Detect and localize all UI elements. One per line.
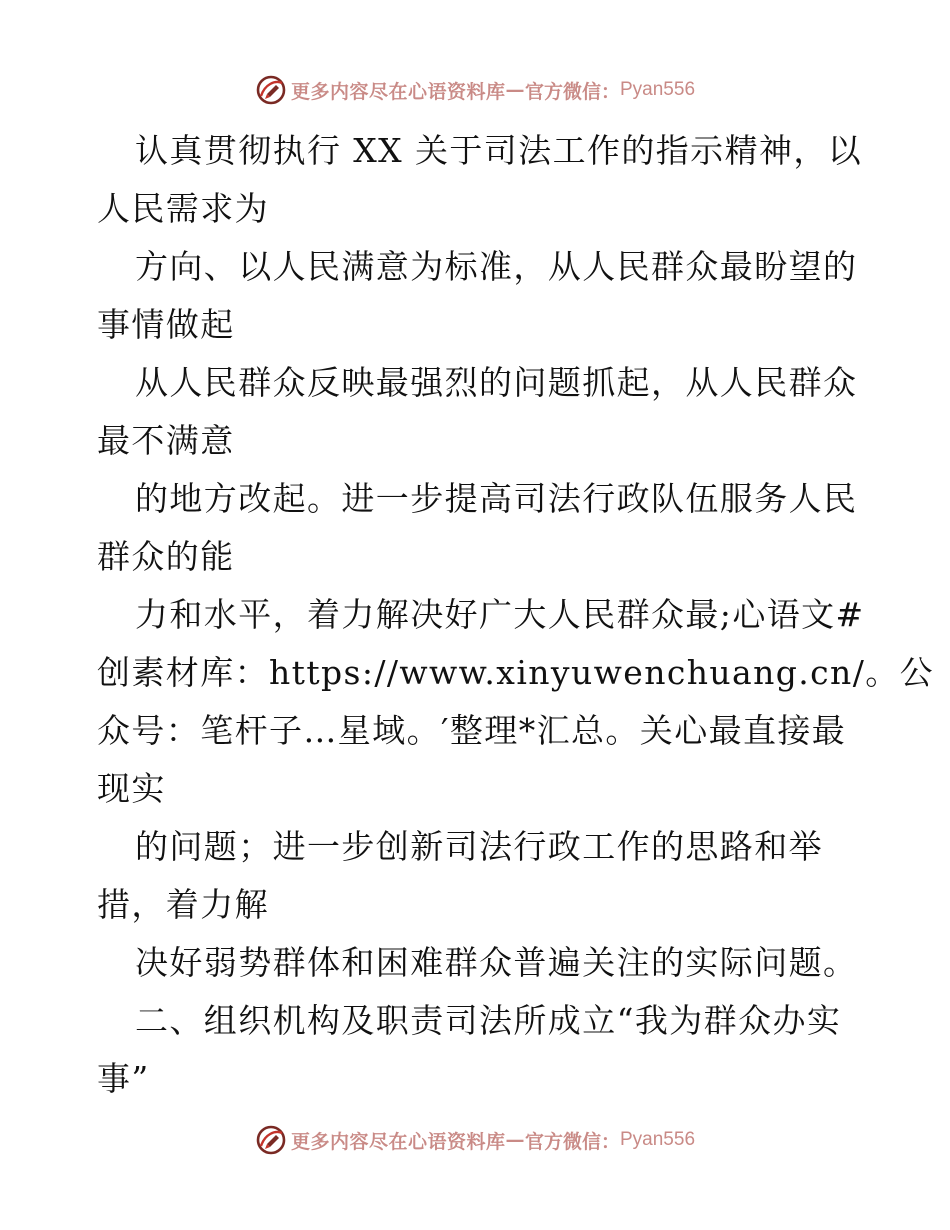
header-banner [0, 70, 950, 110]
text-line: 众号：笔杆子…星域。′整理*汇总。关心最直接最 [97, 711, 847, 750]
text-line: 的问题；进一步创新司法行政工作的思路和举 [135, 827, 823, 866]
text-line: 的地方改起。进一步提高司法行政队伍服务人民 [135, 479, 858, 518]
text-line: 措，着力解 [97, 885, 269, 924]
text-line: 创素材库：https://www.xinyuwenchuang.cn/。公 [97, 653, 935, 692]
banner-wechat-id: Pyan556 [620, 1129, 696, 1150]
footer-banner [0, 1120, 950, 1160]
text-line: 从人民群众反映最强烈的问题抓起，从人民群众 [135, 363, 858, 402]
banner-dash: — [505, 1129, 525, 1151]
banner-wechat-label: 官方微信： [524, 80, 620, 103]
banner-library-text: 更多内容尽在心语资料库 [290, 80, 506, 103]
document-body [97, 122, 935, 1108]
text-line: 事情做起 [97, 305, 235, 344]
banner-wechat-label: 官方微信： [524, 1130, 620, 1153]
text-line: 二、组织机构及职责司法所成立“我为群众办实 [135, 1001, 842, 1040]
text-line: 现实 [97, 769, 166, 808]
text-line: 事” [97, 1059, 150, 1098]
text-line: 认真贯彻执行 XX 关于司法工作的指示精神，以 [135, 131, 863, 170]
pen-nib-logo-icon [255, 74, 287, 106]
text-line: 方向、以人民满意为标准，从人民群众最盼望的 [135, 247, 858, 286]
pen-nib-logo-icon [255, 1124, 287, 1156]
banner-dash: — [505, 79, 525, 101]
text-line: 群众的能 [97, 537, 235, 576]
text-line: 最不满意 [97, 421, 235, 460]
text-line: 决好弱势群体和困难群众普遍关注的实际问题。 [135, 943, 858, 982]
banner-library-text: 更多内容尽在心语资料库 [290, 1130, 506, 1153]
text-line: 人民需求为 [97, 189, 269, 228]
text-line: 力和水平，着力解决好广大人民群众最;心语文# [135, 595, 865, 634]
banner-wechat-id: Pyan556 [620, 79, 696, 100]
